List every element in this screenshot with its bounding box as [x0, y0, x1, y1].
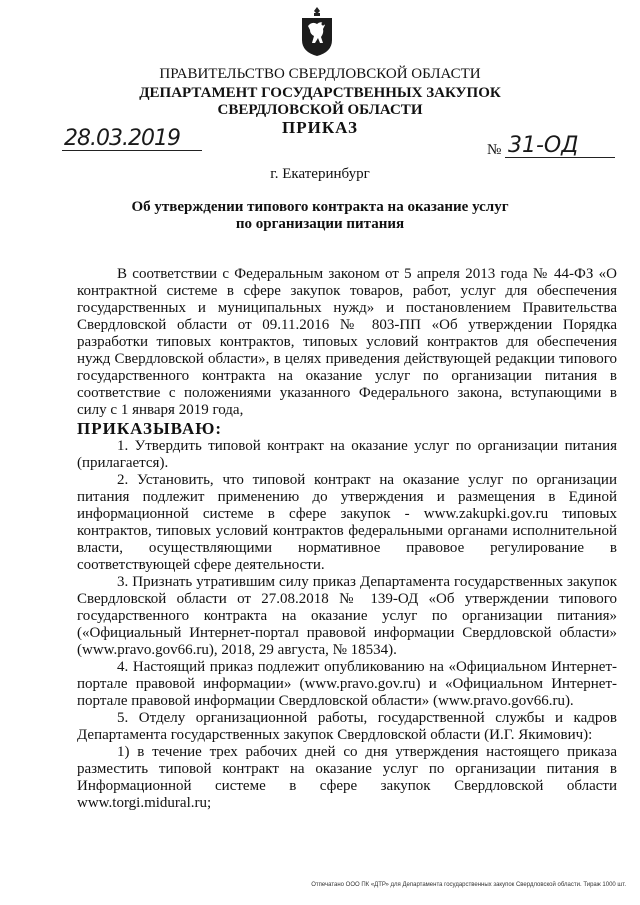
title-line-1: Об утверждении типового контракта на оказание услуг [131, 199, 509, 215]
order-keyword: ПРИКАЗЫВАЮ: [77, 419, 223, 438]
handwritten-date: 28.03.2019 [64, 126, 180, 151]
title-line-2: по организации питания [235, 216, 405, 232]
clause-5-subitem-1: 1) в течение трех рабочих дней со дня утверждения настоящего приказа разместить типовой контракт на оказание услуг по организации питания в Информационной системе в сфере закупок Свердловской области www.torgi.midural.ru; [77, 744, 617, 811]
clause-2: 2. Установить, что типовой контракт на оказание услуг по организации питания подлежит применению до утверждения и размещения в Единой информационной системе в сфере закупок - www.zakupki.gov.ru типовых контрактов, типовых условий контрактов федеральными органами исполнительной власти, осуществляющими нормативное правовое регулирование в соответствующей сфере деятельности. [77, 472, 617, 573]
handwritten-number: 31-ОД [508, 133, 579, 158]
preamble-paragraph: В соответствии с Федеральным законом от 5 апреля 2013 года № 44-ФЗ «О контрактной системе в сфере закупок товаров, работ, услуг для обеспечения государственных и муниципальных нужд» и постановлением Правительства Свердловской области от 09.11.2016 № 803-ПП «Об утверждении Порядка разработки типовых контрактов, типовых условий контрактов для обеспечения нужд Свердловской области», в целях приведения действующей редакции типового государственного контракта на оказание услуг по организации питания в соответствие с положениями указанного Федерального закона, вступающими в силу с 1 января 2019 года, [77, 266, 617, 418]
number-underline [505, 157, 615, 158]
document-type: ПРИКАЗ [282, 118, 358, 137]
coat-of-arms-icon [299, 6, 335, 58]
clause-5: 5. Отделу организационной работы, государственной службы и кадров Департамента государственных закупок Свердловской области (И.Г. Якимович): [77, 710, 617, 743]
print-note: Отпечатано ООО ПК «ДТР» для Департамента государственных закупок Свердловской области. Тираж 1000 шт. [311, 882, 626, 888]
number-sign: № [487, 142, 502, 158]
clause-1: 1. Утвердить типовой контракт на оказание услуг по организации питания (прилагается). [77, 438, 617, 471]
city: г. Екатеринбург [270, 166, 370, 182]
date-underline [62, 150, 202, 151]
department-name-line1: ДЕПАРТАМЕНТ ГОСУДАРСТВЕННЫХ ЗАКУПОК [139, 85, 501, 101]
document-title [0, 199, 640, 233]
document-body [77, 266, 617, 812]
clause-3: 3. Признать утратившим силу приказ Департамента государственных закупок Свердловской области от 27.08.2018 № 139-ОД «Об утверждении типового государственного контракта на оказание услуг по организации питания» («Официальный Интернет-портал правовой информации Свердловской области» (www.pravo.gov66.ru), 2018, 29 августа, № 18534). [77, 574, 617, 658]
department-name-line2: СВЕРДЛОВСКОЙ ОБЛАСТИ [217, 102, 423, 118]
clause-4: 4. Настоящий приказ подлежит опубликованию на «Официальном Интернет-портале правовой информации» (www.pravo.gov.ru) и «Официальном Интернет-портале правовой информации Свердловской области» (www.pravo.gov66.ru). [77, 659, 617, 709]
government-name: ПРАВИТЕЛЬСТВО СВЕРДЛОВСКОЙ ОБЛАСТИ [159, 66, 481, 82]
